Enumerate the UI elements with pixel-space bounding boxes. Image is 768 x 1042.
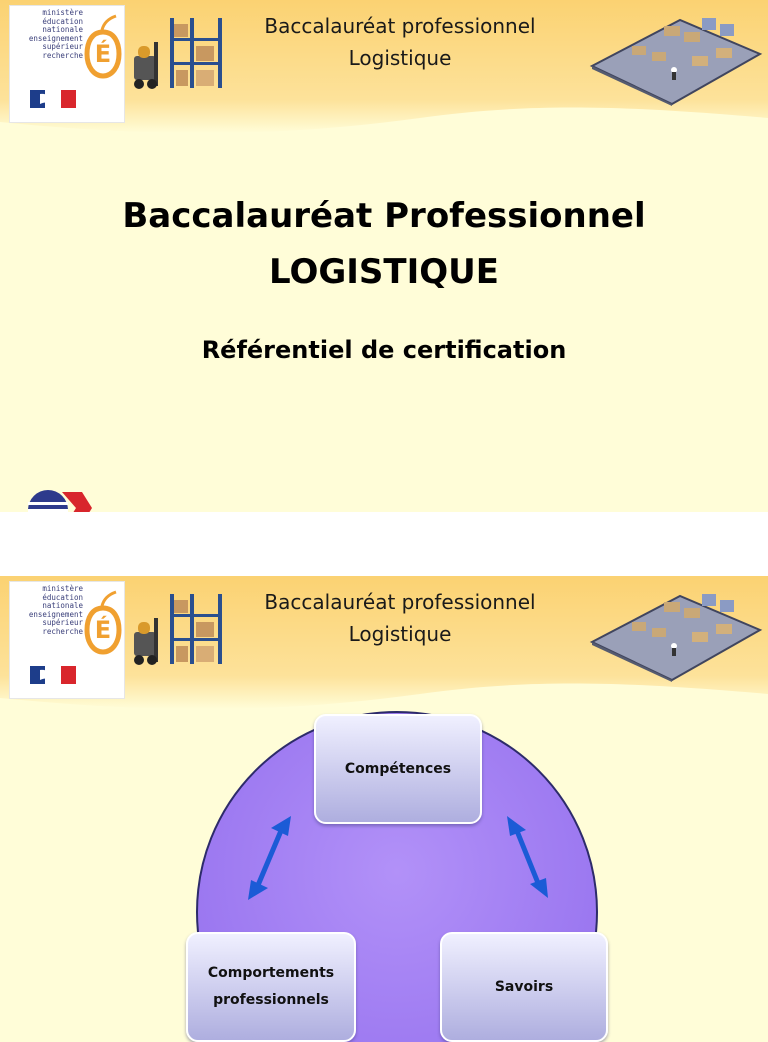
node-savoirs [440, 932, 608, 1042]
header-title-line1: Baccalauréat professionnel [264, 590, 536, 614]
slide-title-line2: LOGISTIQUE [269, 252, 499, 292]
ministry-line: éducation [42, 16, 83, 26]
node-comportements-professionnels [186, 932, 356, 1042]
node-competences [314, 714, 482, 824]
ministry-line: enseignement [28, 33, 83, 43]
warehouse-icon [592, 8, 760, 106]
slide-title [0, 188, 768, 300]
slide-1 [0, 0, 768, 512]
slide-separator [0, 512, 768, 576]
ministry-e-letter: É [94, 616, 112, 644]
ministry-line: recherche [42, 626, 83, 636]
node-competences-label: Compétences [344, 760, 452, 777]
ministry-line: ministère [42, 584, 83, 593]
node-comportements-line2: professionnels [213, 992, 329, 1008]
header-title-line2: Logistique [348, 622, 452, 646]
header-title-line2: Logistique [348, 46, 452, 70]
node-comportements-line1: Comportements [207, 965, 335, 981]
header-title-line1: Baccalauréat professionnel [264, 14, 536, 38]
ministry-line: éducation [42, 592, 83, 602]
slide-2 [0, 576, 768, 1024]
ministry-e-icon [84, 10, 122, 80]
node-savoirs-label: Savoirs [494, 978, 554, 995]
slide-title-line1: Baccalauréat Professionnel [122, 196, 646, 236]
marianne-flag-icon [30, 90, 76, 108]
ministry-line: enseignement [28, 609, 83, 619]
ministry-line: ministère [42, 8, 83, 17]
ministry-e-letter: É [94, 40, 112, 68]
ministry-line: nationale [42, 601, 83, 611]
ministry-logo [9, 5, 125, 123]
slide-subtitle: Référentiel de certification [201, 336, 567, 364]
ministry-line: recherche [42, 50, 83, 60]
header-title [180, 10, 620, 74]
ministry-line: supérieur [42, 42, 83, 52]
ministry-line: supérieur [42, 618, 83, 628]
ministry-line: nationale [42, 25, 83, 35]
